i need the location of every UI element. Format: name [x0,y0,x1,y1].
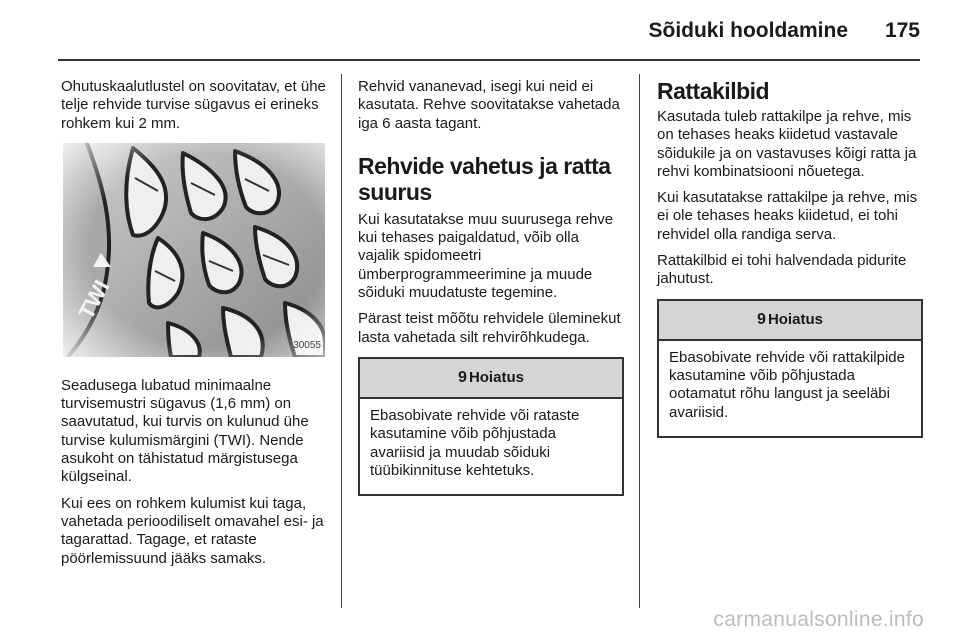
warning-box-2 [657,299,923,438]
tire-tread-figure [63,143,325,357]
warning-header-2 [659,301,921,341]
warning-header-1 [360,359,622,399]
warning-body-1: Ebasobivate rehvide või rataste kasutamine võib põhjustada avariisid ja muudab sõiduki tüübikinnituse kehtetuks. [370,406,580,479]
paragraph-unapproved-covers: Kui kasutatakse rattakilpe ja rehve, mis ei ole tehases heaks kiidetud, ei tohi rehvidel olla randiga serva. [657,189,918,243]
figure-code: 30055 [293,339,321,351]
heading-tire-change: Rehvide vahetus ja ratta suurus [358,152,611,205]
paragraph-tread-difference: Ohutuskaalutlustel on soovitatav, et ühe telje rehvide turvise sügavus ei erineks rohkem kui 2 mm. [61,78,326,132]
warning-box-1 [358,357,624,496]
section-title: Sõiduki hooldamine [648,19,848,42]
page-header [0,0,960,58]
paragraph-tire-aging: Rehvid vananevad, isegi kui neid ei kasutata. Rehve soovitatakse vahetada iga 6 aasta tagant. [358,78,620,132]
column-divider-2 [639,74,640,608]
warning-title: Hoiatus [468,368,524,386]
paragraph-approved-covers: Kasutada tuleb rattakilpe ja rehve, mis on tehases heaks kiidetud vastavale sõidukile ja on vastavuses kõigi ratta ja rehvi kombinatsiooni nõuetega. [657,108,917,180]
paragraph-different-size: Kui kasutatakse muu suurusega rehve kui tehases paigaldatud, võib olla vajalik spidomeetri ümberprogrammeerimine ja muude sõiduki muudatuste tegemine. [358,210,614,302]
paragraph-wheel-rotation: Kui ees on rohkem kulumist kui taga, vahetada perioodiliselt omavahel esi- ja tagarattad. Tagage, et rataste pöörlemissuund jääks samaks. [61,494,324,567]
twi-label: TWI [73,275,115,324]
header-rule [58,59,920,61]
column-1 [61,78,327,576]
watermark: carmanualsonline.info [713,608,924,631]
warning-title: Hoiatus [767,310,823,328]
column-divider-1 [341,74,342,608]
paragraph-brake-cooling: Rattakilbid ei tohi halvendada pidurite jahutust. [657,252,907,288]
warning-symbol-icon: 9 [458,368,467,386]
paragraph-pressure-label: Pärast teist mõõtu rehvidele üleminekut lasta vahetada silt rehvirõhkudega. [358,310,621,346]
paragraph-minimum-depth: Seadusega lubatud minimaalne turvisemustri sügavus (1,6 mm) on saavutatud, kui turvis on kulunud ühe turvise kulumismärgini (TWI). Nende asukoht on tähistatud märgistusega külgseinal. [61,376,309,486]
warning-symbol-icon: 9 [757,310,766,328]
column-3 [657,78,923,438]
page-number: 175 [884,19,920,42]
warning-body-2: Ebasobivate rehvide või rattakilpide kasutamine võib põhjustada ootamatut rõhu langust ja seeläbi avariisid. [669,348,905,421]
tire-tread-illustration [63,143,325,357]
column-2 [358,78,624,496]
heading-wheel-covers: Rattakilbid [657,78,770,104]
